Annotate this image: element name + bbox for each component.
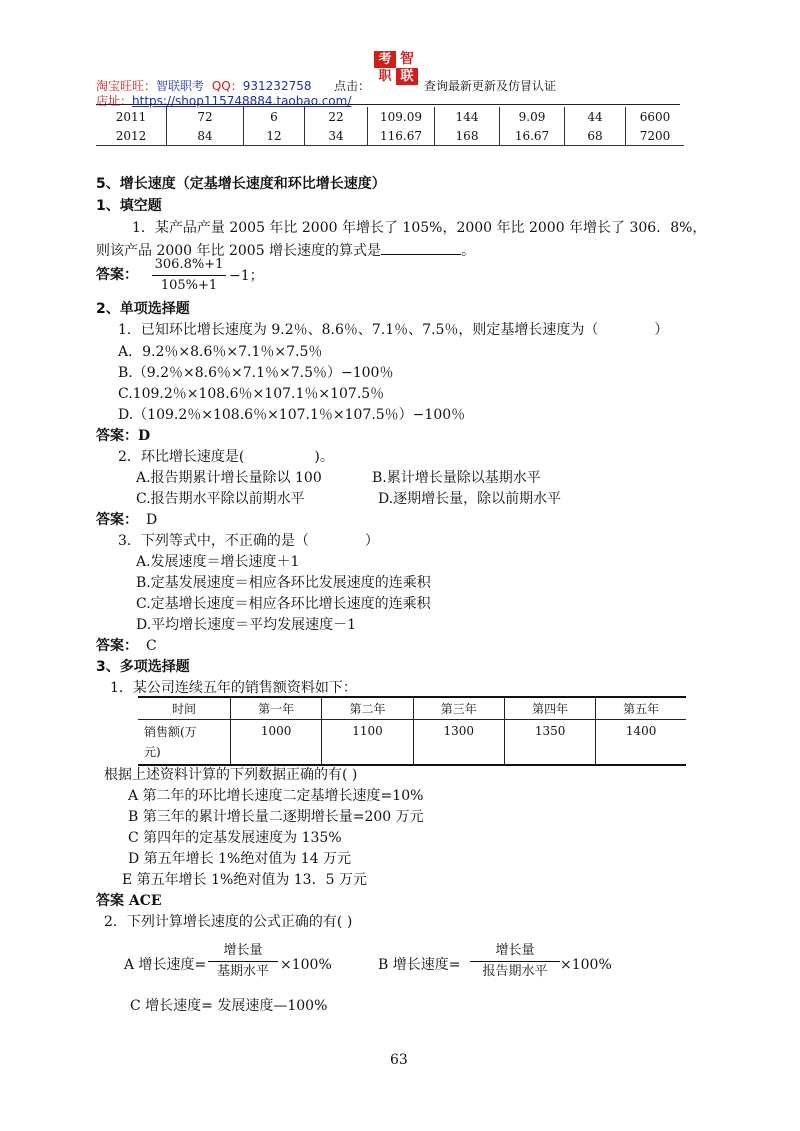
answer-blank bbox=[381, 240, 461, 255]
table-cell: 16.67 bbox=[500, 126, 565, 146]
fill-heading: 1、填空题 bbox=[96, 198, 162, 214]
fill-q1-line1: 1．某产品产量 2005 年比 2000 年增长了 105%，2000 年比 2000 年增长了 306．8%， bbox=[132, 220, 707, 236]
table-cell: 22 bbox=[305, 107, 368, 126]
answer-label: 答案： bbox=[96, 638, 138, 654]
single-q1-d: D.（109.2％×108.6％×107.1％×107.5％）−100％ bbox=[118, 407, 466, 423]
single-q3-a: A.发展速度＝增长速度＋1 bbox=[136, 554, 300, 570]
fraction-numerator: 增长量 bbox=[470, 942, 560, 962]
row-label-line: 销售额(万 bbox=[144, 725, 197, 739]
page-number: 63 bbox=[390, 1052, 408, 1068]
table-row-label bbox=[138, 720, 231, 766]
table-header-cell: 第三年 bbox=[413, 697, 504, 720]
table-cell: 44 bbox=[565, 107, 626, 126]
single-q3: 3．下列等式中，不正确的是（ ） bbox=[118, 533, 379, 549]
formula-c: C 增长速度= 发展速度—100% bbox=[130, 998, 328, 1014]
formula-a-fraction bbox=[208, 942, 278, 981]
logo-char: 智 bbox=[400, 51, 414, 67]
multi-q1-c: C 第四年的定基发展速度为 135% bbox=[128, 830, 342, 846]
multi-heading: 3、多项选择题 bbox=[96, 659, 190, 675]
table-cell: 7200 bbox=[626, 126, 685, 146]
table-cell: 109.09 bbox=[368, 107, 435, 126]
table-row bbox=[96, 126, 684, 146]
shop-label: 淘宝旺旺： bbox=[96, 79, 157, 93]
answer-label: 答案： bbox=[96, 512, 138, 528]
single-q1-c: C.109.2％×108.6％×107.1％×107.5％ bbox=[118, 386, 385, 402]
formula-b-label: B 增长速度= bbox=[378, 957, 461, 973]
fraction-denominator: 报告期水平 bbox=[482, 964, 548, 979]
row-label-line: 元) bbox=[144, 745, 161, 759]
check-text: 查询最新更新及仿冒认证 bbox=[424, 79, 557, 93]
table-cell: 6 bbox=[244, 107, 305, 126]
formula-b-tail: ×100% bbox=[560, 957, 612, 973]
multi-a1: 答案 ACE bbox=[96, 893, 162, 909]
answer-value: C bbox=[146, 638, 157, 654]
single-q2-d: D.逐期增长量，除以前期水平 bbox=[378, 491, 562, 507]
table-cell: 72 bbox=[167, 107, 244, 126]
answer-tail: −1； bbox=[229, 268, 264, 284]
table-header-cell: 第四年 bbox=[504, 697, 595, 720]
multi-q1: 1．某公司连续五年的销售额资料如下： bbox=[110, 680, 357, 696]
multi-q1-after: 根据上述资料计算的下列数据正确的有( ) bbox=[104, 767, 358, 783]
formula-b-fraction bbox=[470, 942, 560, 981]
table-cell: 6600 bbox=[626, 107, 685, 126]
answer-label: 答案： bbox=[96, 267, 138, 283]
formula-a-tail: ×100% bbox=[280, 957, 332, 973]
table-row bbox=[96, 107, 684, 126]
single-a1: 答案：D bbox=[96, 428, 151, 444]
single-heading: 2、单项选择题 bbox=[96, 301, 190, 317]
single-q2: 2．环比增长速度是( )。 bbox=[118, 449, 334, 465]
multi-q1-a: A 第二年的环比增长速度二定基增长速度=10% bbox=[128, 788, 424, 804]
sales-table bbox=[138, 696, 686, 766]
single-q2-a: A.报告期累计增长量除以 100 bbox=[136, 470, 322, 486]
store-label: 店址： bbox=[96, 94, 133, 108]
fraction-numerator: 306.8%+1 bbox=[152, 256, 226, 276]
single-q2-b: B.累计增长量除以基期水平 bbox=[372, 470, 541, 486]
fill-q1-end: 。 bbox=[461, 243, 476, 259]
multi-q1-d: D 第五年增长 1%绝对值为 14 万元 bbox=[128, 851, 352, 867]
single-a2 bbox=[96, 510, 157, 530]
table-header-cell: 第一年 bbox=[231, 697, 322, 720]
single-q1-b: B.（9.2％×8.6％×7.1％×7.5％）−100％ bbox=[118, 365, 394, 381]
table-cell: 68 bbox=[565, 126, 626, 146]
multi-q1-b: B 第三年的累计增长量二逐期增长量=200 万元 bbox=[128, 809, 424, 825]
logo-char: 职 bbox=[378, 69, 392, 84]
table-cell: 34 bbox=[305, 126, 368, 146]
formula-a-label: A 增长速度= bbox=[124, 957, 207, 973]
table-cell: 116.67 bbox=[368, 126, 435, 146]
table-header-cell: 时间 bbox=[138, 697, 231, 720]
shop-name-link[interactable]: 智联职考 bbox=[156, 79, 205, 93]
table-cell: 12 bbox=[244, 126, 305, 146]
click-label: 点击： bbox=[334, 79, 371, 93]
single-a3 bbox=[96, 636, 157, 656]
header-divider bbox=[96, 104, 680, 105]
single-q3-d: D.平均增长速度＝平均发展速度－1 bbox=[136, 617, 357, 633]
qq-number[interactable]: 931232758 bbox=[242, 79, 312, 93]
qq-label: QQ： bbox=[211, 79, 243, 93]
table-cell: 2012 bbox=[96, 126, 167, 146]
multi-q1-e: E 第五年增长 1%绝对值为 13．5 万元 bbox=[122, 872, 367, 888]
multi-q2: 2．下列计算增长速度的公式正确的有( ) bbox=[104, 914, 353, 930]
table-cell: 144 bbox=[435, 107, 500, 126]
fraction-denominator: 105%+1 bbox=[160, 278, 218, 293]
table-cell: 1100 bbox=[322, 720, 413, 766]
fraction-numerator: 增长量 bbox=[208, 942, 278, 962]
table-cell: 9.09 bbox=[500, 107, 565, 126]
single-q2-c: C.报告期水平除以前期水平 bbox=[136, 491, 305, 507]
fill-q1-text: 则该产品 2000 年比 2005 增长速度的算式是 bbox=[96, 243, 382, 259]
answer-fraction bbox=[152, 256, 226, 295]
answer-value: D bbox=[146, 512, 158, 528]
single-q1-a: A．9.2％×8.6％×7.1％×7.5％ bbox=[118, 344, 323, 360]
table-cell: 1000 bbox=[231, 720, 322, 766]
table-cell: 1350 bbox=[504, 720, 595, 766]
zhilian-logo[interactable] bbox=[374, 51, 418, 85]
logo-char: 联 bbox=[396, 68, 418, 85]
table-cell: 168 bbox=[435, 126, 500, 146]
table-header-row bbox=[138, 697, 686, 720]
table-header-cell: 第二年 bbox=[322, 697, 413, 720]
table-row bbox=[138, 720, 686, 766]
table-header-cell: 第五年 bbox=[596, 697, 686, 720]
data-table-top bbox=[96, 107, 684, 146]
table-cell: 1400 bbox=[596, 720, 686, 766]
logo-char: 考 bbox=[374, 51, 396, 68]
table-cell: 84 bbox=[167, 126, 244, 146]
table-cell: 1300 bbox=[413, 720, 504, 766]
single-q3-b: B.定基发展速度＝相应各环比发展速度的连乘积 bbox=[136, 575, 431, 591]
fraction-denominator: 基期水平 bbox=[216, 964, 269, 979]
store-url-link[interactable]: https://shop115748884.taobao.com/ bbox=[132, 94, 352, 108]
single-q3-c: C.定基增长速度＝相应各环比增长速度的连乘积 bbox=[136, 596, 431, 612]
section-title: 5、增长速度（定基增长速度和环比增长速度） bbox=[96, 176, 386, 192]
table-cell: 2011 bbox=[115, 109, 147, 124]
single-q1: 1．已知环比增长速度为 9.2％、8.6％、7.1％、7.5％，则定基增长速度为（ ） bbox=[118, 322, 669, 338]
